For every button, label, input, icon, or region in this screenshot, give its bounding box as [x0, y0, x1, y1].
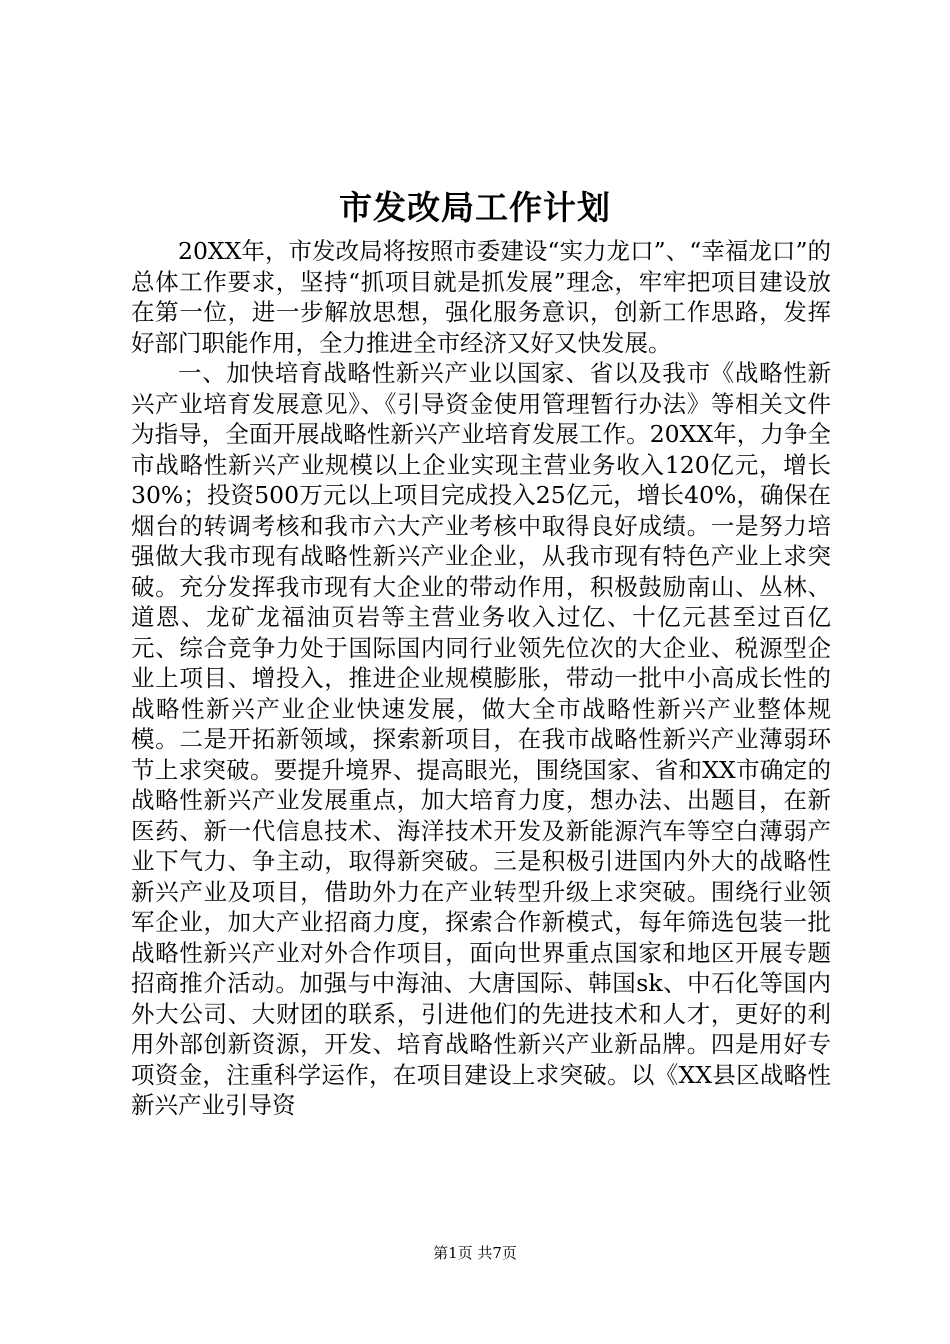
document-body: [131, 236, 831, 1121]
document-title: 市发改局工作计划: [339, 188, 611, 227]
page-indicator: 第1页 共7页: [433, 1244, 517, 1262]
paragraph-intro: 20XX年，市发改局将按照市委建设“实力龙口”、“幸福龙口”的总体工作要求，坚持“抓项目就是抓发展”理念，牢牢把项目建设放在第一位，进一步解放思想，强化服务意识，创新工作思路，发挥好部门职能作用，全力推进全市经济又好又快发展。: [131, 237, 831, 357]
paragraph-section-1: 一、加快培育战略性新兴产业以国家、省以及我市《战略性新兴产业培育发展意见》、《引导资金使用管理暂行办法》等相关文件为指导，全面开展战略性新兴产业培育发展工作。20XX年，力争全市战略性新兴产业规模以上企业实现主营业务收入120亿元，增长30%；投资500万元以上项目完成投入25亿元，增长40%，确保在烟台的转调考核和我市六大产业考核中取得良好成绩。一是努力培强做大我市现有战略性新兴产业企业，从我市现有特色产业上求突破。充分发挥我市现有大企业的带动作用，积极鼓励南山、丛林、道恩、龙矿龙福油页岩等主营业务收入过亿、十亿元甚至过百亿元、综合竞争力处于国际国内同行业领先位次的大企业、税源型企业上项目、增投入，推进企业规模膨胀，带动一批中小高成长性的战略性新兴产业企业快速发展，做大全市战略性新兴产业整体规模。二是开拓新领域，探索新项目，在我市战略性新兴产业薄弱环节上求突破。要提升境界、提高眼光，围绕国家、省和XX市确定的战略性新兴产业发展重点，加大培育力度，想办法、出题目，在新医药、新一代信息技术、海洋技术开发及新能源汽车等空白薄弱产业下气力、争主动，取得新突破。三是积极引进国内外大的战略性新兴产业及项目，借助外力在产业转型升级上求突破。围绕行业领军企业，加大产业招商力度，探索合作新模式，每年筛选包装一批战略性新兴产业对外合作项目，面向世界重点国家和地区开展专题招商推介活动。加强与中海油、大唐国际、韩国sk、中石化等国内外大公司、大财团的联系，引进他们的先进技术和人才，更好的利用外部创新资源，开发、培育战略性新兴产业新品牌。四是用好专项资金，注重科学运作，在项目建设上求突破。以《XX县区战略性新兴产业引导资: [131, 359, 831, 1119]
